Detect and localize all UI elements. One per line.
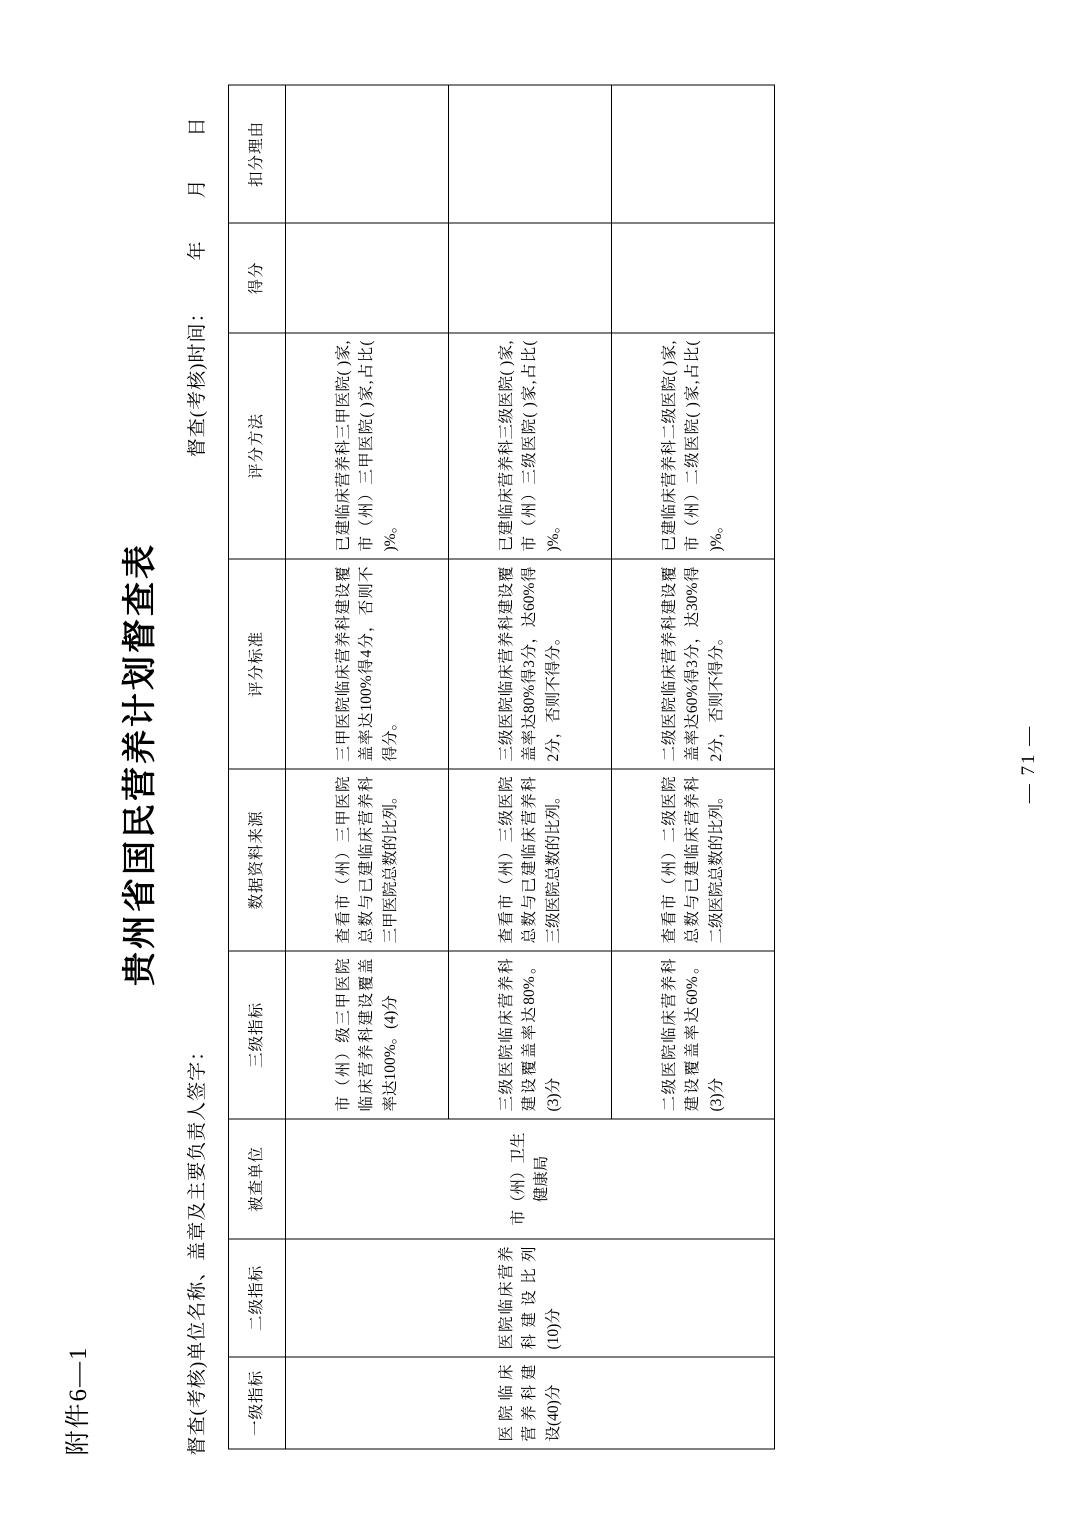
cell-level1: 医院临床营养科建设(40)分 [286, 1357, 775, 1449]
cell-source: 查看市（州）三级医院总数与已建临床营养科三级医院总数的比列。 [449, 769, 612, 951]
column-header-reason: 扣分理由 [229, 85, 286, 223]
cell-criteria: 二级医院临床营养科建设覆盖率达60%得3分，达30%得2分，否则不得分。 [612, 559, 775, 769]
inspection-time-line [182, 116, 209, 457]
column-header-source: 数据资料来源 [229, 769, 286, 951]
column-header-level3: 三级指标 [229, 951, 286, 1119]
inspection-time-label: 督查(考核)时间： [187, 302, 208, 457]
page-title: 贵州省国民营养计划督查表 [122, 541, 159, 986]
cell-reason[interactable] [612, 85, 775, 223]
column-header-method: 评分方法 [229, 333, 286, 559]
cell-criteria: 三甲医院临床营养科建设覆盖率达100%得4分，否则不得分。 [286, 559, 449, 769]
cell-level2: 医院临床营养科建设比列(10)分 [286, 1239, 775, 1357]
table-row [286, 85, 449, 1449]
cell-level3: 三级医院临床营养科建设覆盖率达80%。(3)分 [449, 951, 612, 1119]
column-header-unit: 被查单位 [229, 1119, 286, 1239]
cell-unit: 市（州）卫生健康局 [286, 1119, 775, 1239]
column-header-score: 得分 [229, 223, 286, 333]
column-header-criteria: 评分标准 [229, 559, 286, 769]
inspection-table [228, 84, 775, 1449]
time-day: 日 [187, 116, 208, 137]
time-year: 年 [187, 240, 208, 261]
table-header-row [229, 85, 286, 1449]
cell-method: 已建临床营养科三级医院( )家,市（州）三级医院( )家,占比( )%。 [449, 333, 612, 559]
page-number: — 71 — [1018, 724, 1039, 803]
cell-method: 已建临床营养科三甲医院( )家,市（州）三甲医院( )家,占比( )%。 [286, 333, 449, 559]
time-month: 月 [187, 178, 208, 199]
column-header-level2: 二级指标 [229, 1239, 286, 1357]
cell-method: 已建临床营养科二级医院( )家,市（州）二级医院( )家,占比( )%。 [612, 333, 775, 559]
cell-source: 查看市（州）二级医院总数与已建临床营养科二级医院总数的比列。 [612, 769, 775, 951]
column-header-level1: 一级指标 [229, 1357, 286, 1449]
cell-score[interactable] [612, 223, 775, 333]
signature-line: 督查(考核)单位名称、盖章及主要负责人签字： [187, 1040, 208, 1455]
cell-reason[interactable] [286, 85, 449, 223]
cell-criteria: 三级医院临床营养科建设覆盖率达80%得3分，达60%得2分，否则不得分。 [449, 559, 612, 769]
cell-score[interactable] [449, 223, 612, 333]
attachment-label: 附件6—1 [65, 1344, 92, 1455]
cell-score[interactable] [286, 223, 449, 333]
cell-level3: 二级医院临床营养科建设覆盖率达60%。(3)分 [612, 951, 775, 1119]
cell-source: 查看市（州）三甲医院总数与已建临床营养科三甲医院总数的比列。 [286, 769, 449, 951]
cell-level3: 市（州）级三甲医院临床营养科建设覆盖率达100%。(4)分 [286, 951, 449, 1119]
cell-reason[interactable] [449, 85, 612, 223]
